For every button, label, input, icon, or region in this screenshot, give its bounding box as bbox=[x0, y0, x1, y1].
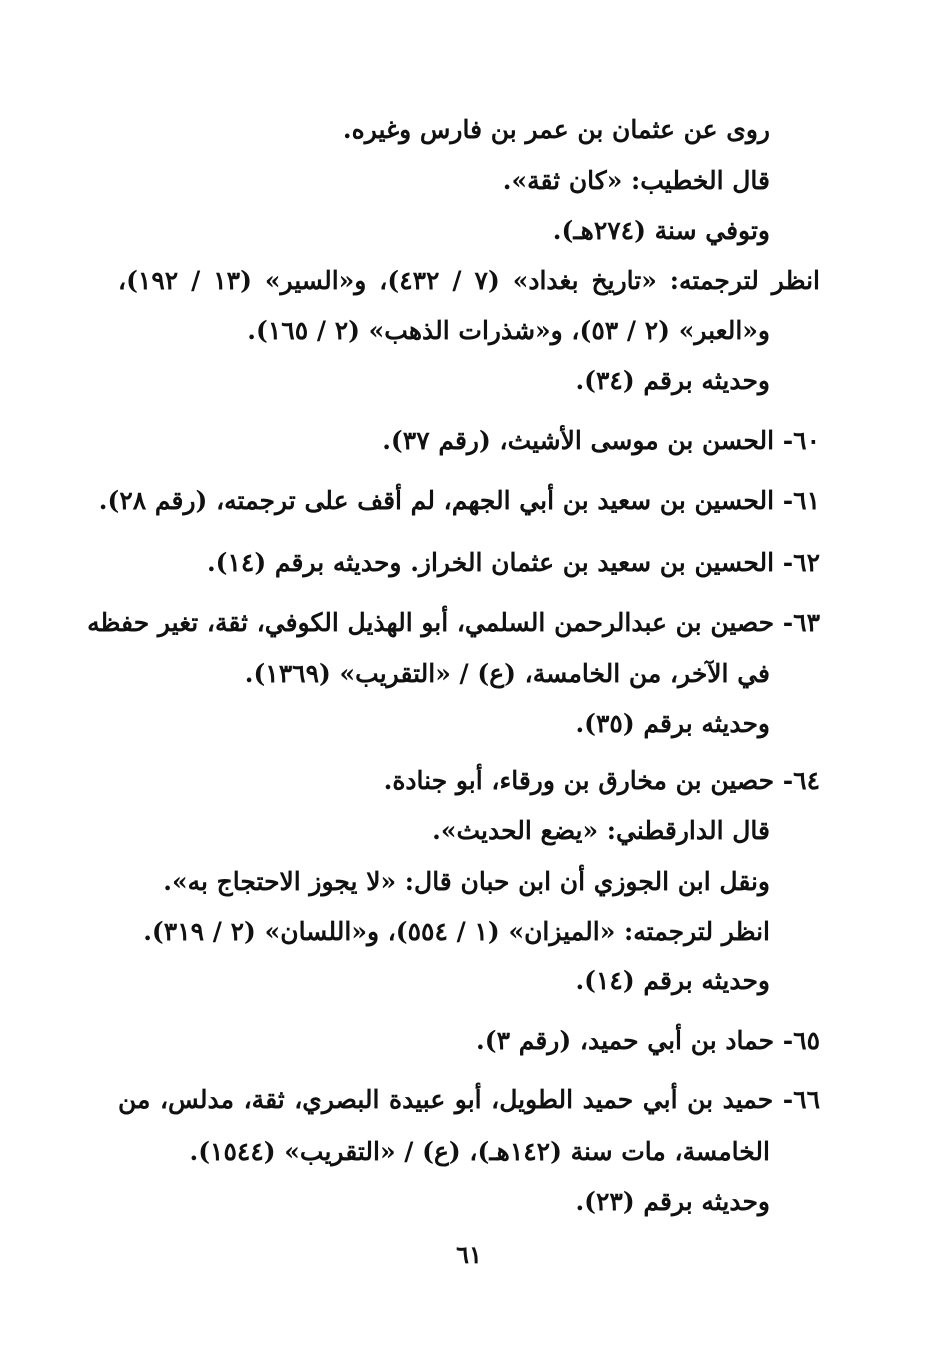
text-line: انظر لترجمته: «الميزان» (١ / ٥٥٤)، و«اللسان» (٢ / ٣١٩). bbox=[143, 917, 770, 946]
text-line: وحديثه برقم (١٤). bbox=[575, 966, 770, 995]
text-line: و«العبر» (٢ / ٥٣)، و«شذرات الذهب» (٢ / ١٦٥). bbox=[247, 316, 770, 345]
entry-61: ٦١- الحسين بن سعيد بن أبي الجهم، لم أقف على ترجمته، (رقم ٢٨). bbox=[98, 486, 820, 515]
entry-64: ٦٤- حصين بن مخارق بن ورقاء، أبو جنادة. bbox=[383, 766, 820, 795]
text-line: وحديثه برقم (٣٥). bbox=[575, 709, 770, 738]
entry-63: ٦٣- حصين بن عبدالرحمن السلمي، أبو الهذيل الكوفي، ثقة، تغير حفظه bbox=[87, 608, 820, 637]
text-line: ونقل ابن الجوزي أن ابن حبان قال: «لا يجوز الاحتجاج به». bbox=[163, 867, 770, 896]
text-line: وحديثه برقم (٣٤). bbox=[575, 366, 770, 395]
text-line: في الآخر، من الخامسة، (ع) / «التقريب» (١٣٦٩). bbox=[244, 659, 770, 688]
entry-65: ٦٥- حماد بن أبي حميد، (رقم ٣). bbox=[476, 1026, 820, 1055]
text-line: قال الدارقطني: «يضع الحديث». bbox=[432, 816, 770, 845]
text-line: وحديثه برقم (٢٣). bbox=[575, 1187, 770, 1216]
text-line: قال الخطيب: «كان ثقة». bbox=[502, 166, 770, 195]
entry-60: ٦٠- الحسن بن موسى الأشيث، (رقم ٣٧). bbox=[382, 426, 820, 455]
page-number: ٦١ bbox=[456, 1240, 482, 1269]
text-line: الخامسة، مات سنة (١٤٢هـ)، (ع) / «التقريب» (١٥٤٤). bbox=[189, 1137, 770, 1166]
text-line: وتوفي سنة (٢٧٤هـ). bbox=[552, 216, 770, 245]
text-line: روى عن عثمان بن عمر بن فارس وغيره. bbox=[342, 115, 770, 144]
entry-62: ٦٢- الحسين بن سعيد بن عثمان الخراز. وحديثه برقم (١٤). bbox=[206, 548, 820, 577]
text-line: انظر لترجمته: «تاريخ بغداد» (٧ / ٤٣٢)، و«السير» (١٣ / ١٩٢)، bbox=[118, 266, 820, 295]
entry-66: ٦٦- حميد بن أبي حميد الطويل، أبو عبيدة البصري، ثقة، مدلس، من bbox=[118, 1085, 820, 1114]
